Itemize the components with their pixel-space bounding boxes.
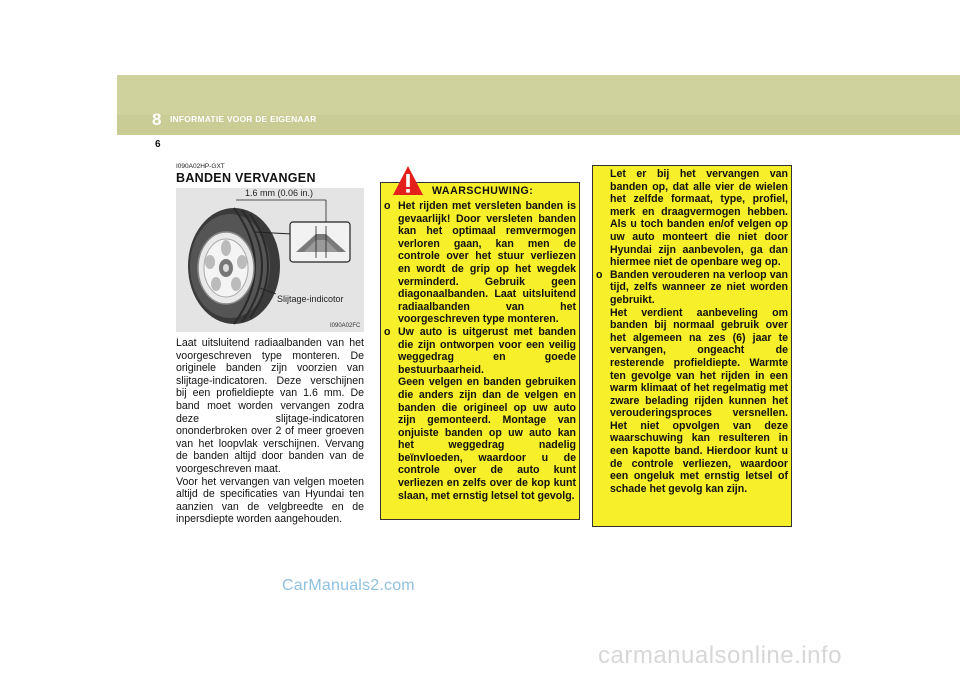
figure-code: I090A02FC [330, 323, 361, 329]
note-item-1 [596, 269, 788, 496]
body-paragraph-2: Voor het vervangen van velgen moeten altijd de specificaties van Hyundai ten aanzien van de velgbreedte en de inpersdiepte worden aangehouden. [176, 475, 364, 526]
exclamation-icon [392, 165, 424, 197]
body-paragraph-1: Laat uitsluitend radiaalbanden van het voorgeschreven type monteren. De originele banden zijn voorzien van slijtage-indicatoren. Deze verschijnen bij een profieldiepte van 1.6 mm. De band moet worden vervangen zodra deze slijtage-indicatoren ononderbroken over 2 of meer groeven van het loopvlak verschijnen. Vervang de banden altijd door banden van de voorgeschreven maat. [176, 337, 364, 475]
header-band [117, 75, 960, 135]
chapter-number: 8 [152, 110, 162, 129]
bullet: o [384, 325, 391, 338]
watermark-footer: carmanualsonline.info [598, 642, 842, 669]
warning-list [384, 200, 576, 502]
page-number: 6 [155, 139, 161, 150]
warning-item-1 [384, 200, 576, 326]
header-band-top [117, 75, 960, 115]
note-list [596, 168, 788, 495]
section-ref-code: I090A02HP-GXT [176, 163, 225, 170]
section-title: BANDEN VERVANGEN [176, 171, 316, 185]
warning-item-2 [384, 326, 576, 502]
note-item-text: Banden verouderen na verloop van tijd, zelfs wanneer ze niet worden gebruikt. [610, 268, 788, 306]
chapter-title: INFORMATIE VOOR DE EIGENAAR [170, 114, 317, 124]
warning-item-2-text-2: Geen velgen en banden gebruiken die anders zijn dan de velgen en banden die origineel op uw auto zijn gemonteerd. Montage van onjuiste banden op uw auto kan het weggedrag nadelig beïnvloeden, waardoor u de controle over de auto kunt verliezen en zelfs over de kop kunt slaan, met ernstig letsel tot gevolg. [398, 376, 576, 502]
body-text [176, 337, 364, 526]
note-item-text-2: Het verdient aanbeveling om banden bij normaal gebruik over het algemeen na zes (6) jaar te vervangen, ongeacht de resterende profieldiepte. Warmte ten gevolge van het rijden in een warm klimaat of het regelmatig met zware belading rijden kunnen het verouderingsproces versnellen. Het niet opvolgen van deze waarschuwing kan resulteren in een kapotte band. Hierdoor kunt u de controle verliezen, waardoor een ongeluk met ernstig letsel of schade het gevolg kan zijn. [610, 306, 788, 495]
bullet: o [384, 200, 391, 212]
warning-title: WAARSCHUWING: [432, 185, 534, 197]
figure-label-depth: 1.6 mm (0.06 in.) [245, 188, 314, 198]
watermark-link[interactable]: CarManuals2.com [282, 577, 415, 594]
note-intro-text: Let er bij het vervangen van banden op, dat alle vier de wielen het zelfde formaat, type, profiel, merk en draagvermogen hebben. Als u toch banden en/of velgen op uw auto monteert die niet door Hyundai zijn aanbevolen, ga dan hiermee niet de openbare weg op. [610, 168, 788, 269]
tire-illustration-icon [176, 188, 364, 332]
figure-label-indicator: Slijtage-indicotor [277, 294, 344, 304]
warning-item-1-text: Het rijden met versleten banden is gevaarlijk! Door versleten banden kan het optimaal remvermogen verloren gaan, kan men de controle over het stuur verliezen en wordt de grip op het wegdek verminderd. Gebruik geen diagonaalbanden. Laat uitsluitend radiaalbanden van het voorgeschreven type monteren. [398, 200, 576, 326]
bullet: o [596, 268, 603, 281]
warning-item-2-text: Uw auto is uitgerust met banden die zijn ontworpen voor een veilig weggedrag en goede bestuurbaarheid. [398, 325, 576, 376]
tire-figure [176, 188, 364, 332]
note-intro [596, 168, 788, 269]
